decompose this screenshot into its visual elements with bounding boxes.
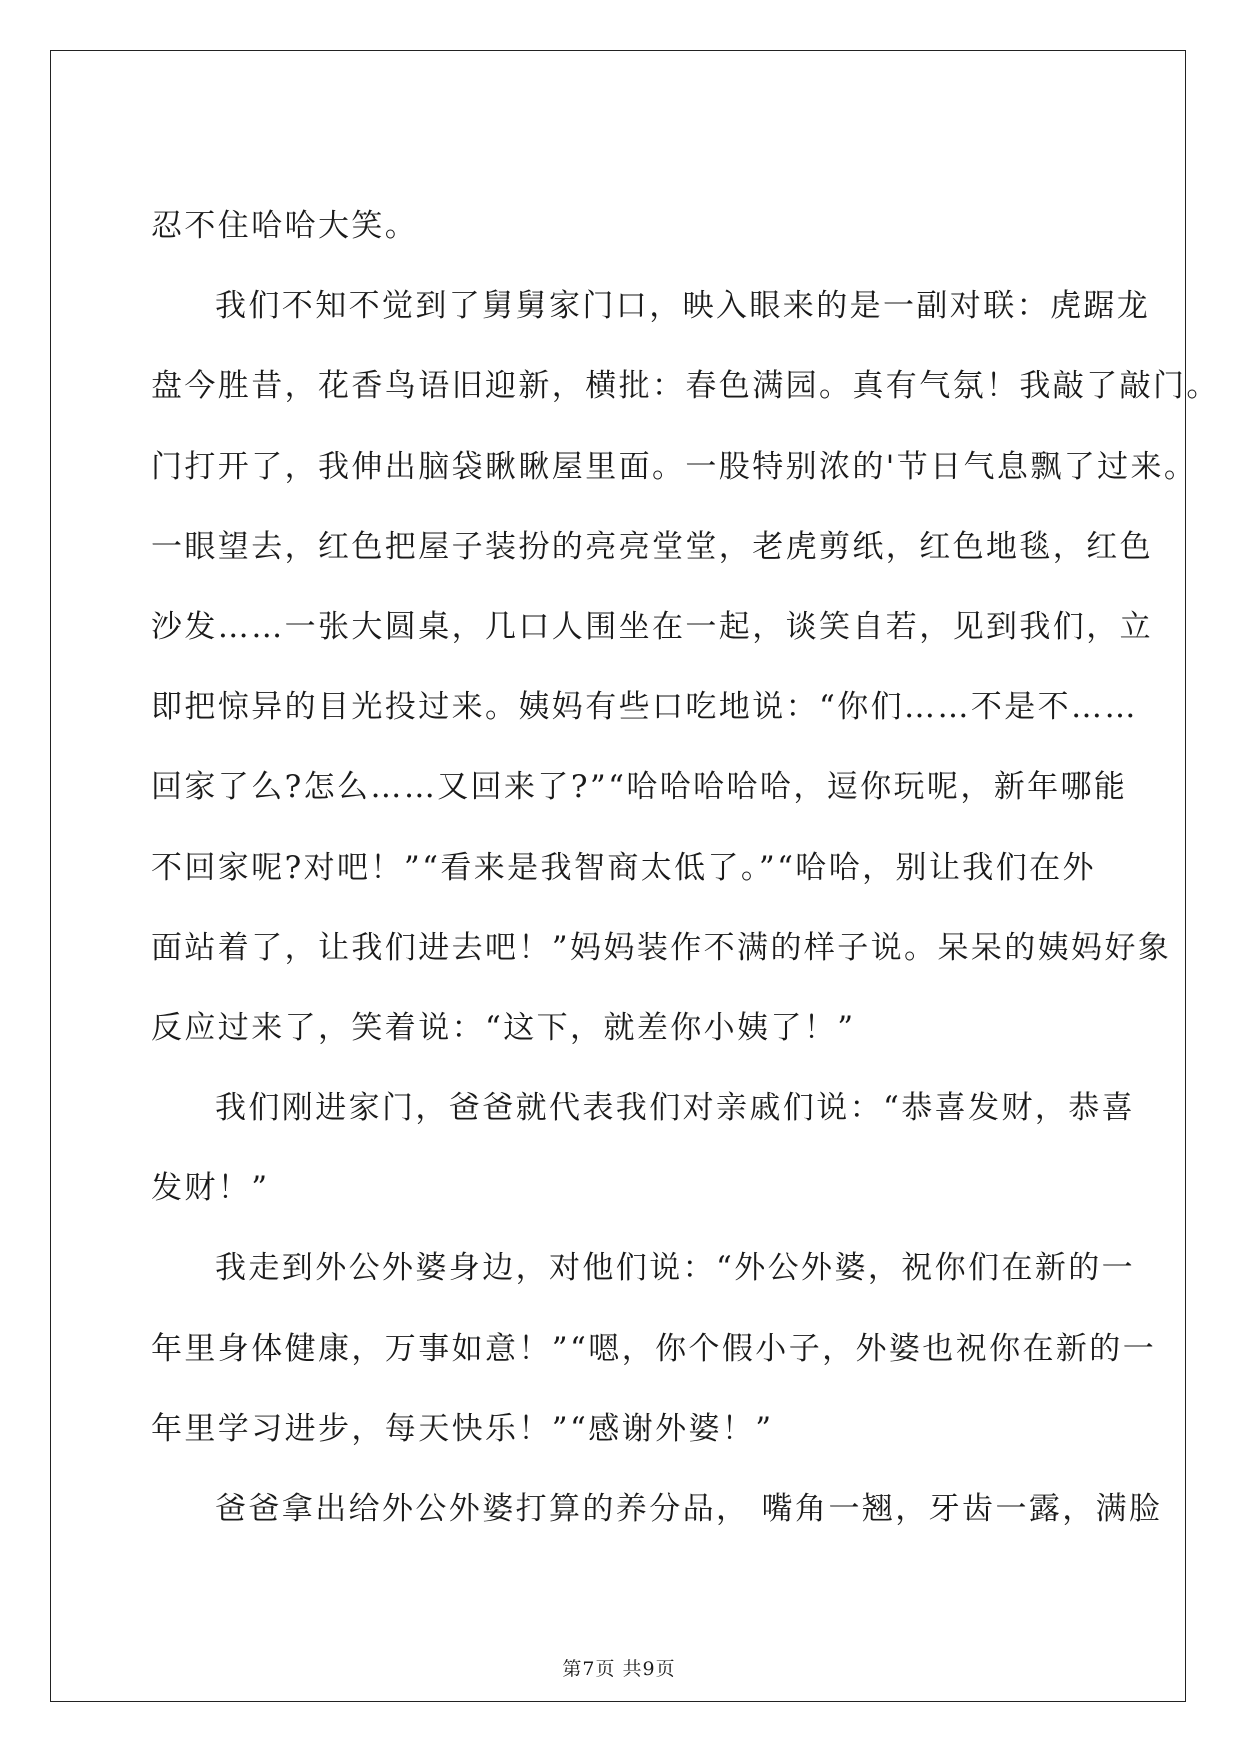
text-line: 反应过来了，笑着说：“这下，就差你小姨了！” bbox=[151, 1009, 856, 1046]
text-line: 发财！” bbox=[151, 1170, 270, 1207]
text-line: 回家了么?怎么……又回来了?”“哈哈哈哈哈，逗你玩呢，新年哪能 bbox=[151, 769, 1128, 806]
text-line: 面站着了，让我们进去吧！”妈妈装作不满的样子说。呆呆的姨妈好象 bbox=[151, 929, 1172, 966]
text-line: 年里身体健康，万事如意！”“嗯，你个假小子，外婆也祝你在新的一 bbox=[151, 1330, 1157, 1367]
page-frame bbox=[50, 50, 1220, 1702]
text-line: 我们不知不觉到了舅舅家门口，映入眼来的是一副对联：虎踞龙 bbox=[215, 288, 1151, 325]
text-line: 盘今胜昔，花香鸟语旧迎新，横批：春色满园。真有气氛！我敲了敲门。 bbox=[151, 368, 1220, 405]
text-line: 我走到外公外婆身边，对他们说：“外公外婆，祝你们在新的一 bbox=[215, 1250, 1136, 1287]
body-text bbox=[151, 206, 1220, 1569]
text-line: 爸爸拿出给外公外婆打算的养分品， 嘴角一翘，牙齿一露，满脸 bbox=[215, 1491, 1163, 1527]
text-line: 沙发……一张大圆桌，几口人围坐在一起，谈笑自若，见到我们，立 bbox=[151, 608, 1153, 645]
text-line: 即把惊异的目光投过来。姨妈有些口吃地说：“你们……不是不…… bbox=[151, 689, 1138, 726]
text-line: 我们刚进家门，爸爸就代表我们对亲戚们说：“恭喜发财，恭喜 bbox=[215, 1090, 1136, 1127]
text-line: 不回家呢?对吧！”“看来是我智商太低了。”“哈哈，别让我们在外 bbox=[151, 849, 1096, 886]
page-number: 第7页 共9页 bbox=[562, 1658, 676, 1680]
text-line: 门打开了，我伸出脑袋瞅瞅屋里面。一股特别浓的'节日气息飘了过来。 bbox=[151, 448, 1198, 485]
text-line: 一眼望去，红色把屋子装扮的亮亮堂堂，老虎剪纸，红色地毯，红色 bbox=[151, 528, 1153, 565]
text-line: 年里学习进步，每天快乐！”“感谢外婆！” bbox=[151, 1410, 774, 1447]
text-line: 忍不住哈哈大笑。 bbox=[151, 208, 419, 244]
